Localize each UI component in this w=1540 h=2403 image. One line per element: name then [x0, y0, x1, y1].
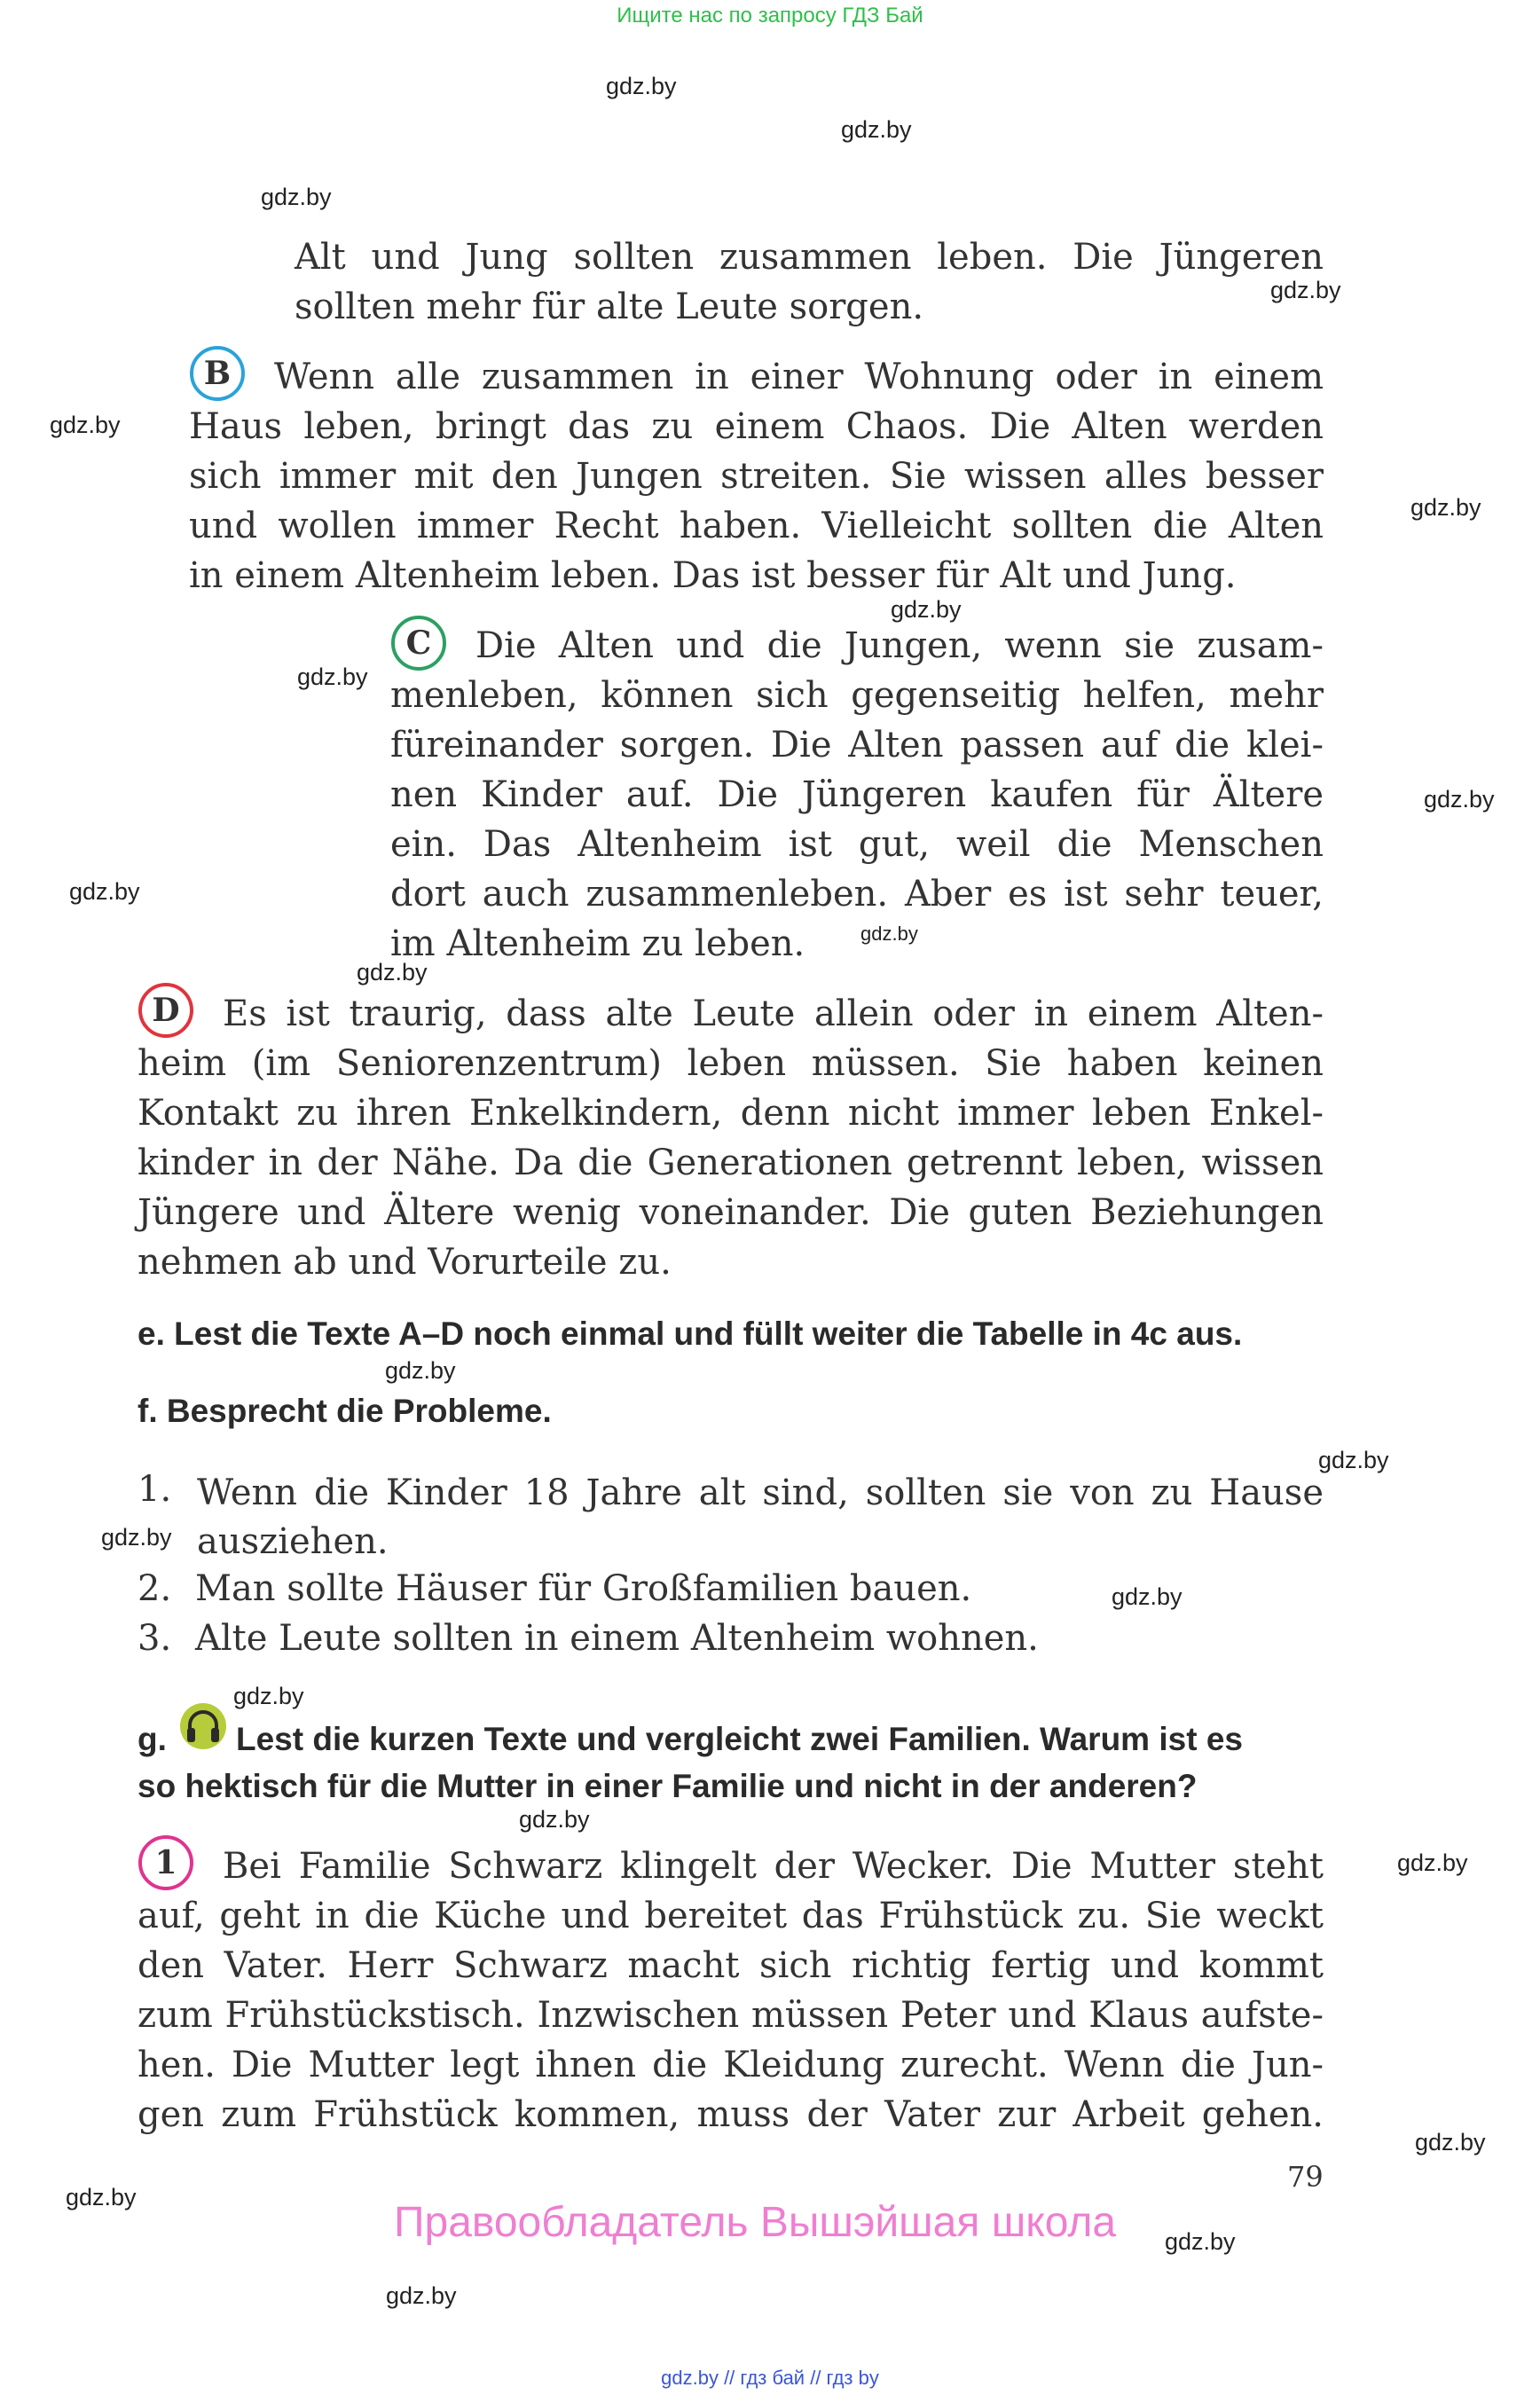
- text-line: nehmen ab und Vorurteile zu.: [138, 1242, 672, 1283]
- watermark: gdz.by: [101, 1524, 172, 1551]
- watermark: gdz.by: [66, 2184, 137, 2211]
- text-line: und wollen immer Recht haben. Vielleicht sollten die Alten: [189, 506, 1324, 546]
- text-line: im Altenheim zu leben.: [390, 923, 805, 964]
- text-a-end: [295, 232, 1324, 332]
- text-line: den Vater. Herr Schwarz macht sich richtig fertig und kommt: [138, 1945, 1324, 1986]
- text-line: Haus leben, bringt das zu einem Chaos. Die Alten werden: [189, 406, 1324, 447]
- top-banner[interactable]: Ищите нас по запросу ГДЗ Бай: [617, 4, 923, 27]
- task-g-line1: Lest die kurzen Texte und vergleicht zwei Familien. Warum ist es: [236, 1721, 1243, 1757]
- text-line: ein. Das Altenheim ist gut, weil die Menschen: [390, 824, 1324, 865]
- headphones-icon: [179, 1701, 227, 1751]
- watermark: gdz.by: [50, 412, 121, 438]
- task-e: e. Lest die Texte A–D noch einmal und füllt weiter die Tabelle in 4c aus.: [138, 1315, 1243, 1352]
- watermark: gdz.by: [385, 1357, 456, 1384]
- problem-1: [197, 1469, 1324, 1567]
- watermark: gdz.by: [1424, 786, 1495, 813]
- watermark: gdz.by: [1397, 1849, 1468, 1876]
- watermark: gdz.by: [841, 116, 912, 143]
- watermark: gdz.by: [357, 959, 428, 986]
- text-d-badge: D: [138, 983, 193, 1038]
- text-line: in einem Altenheim leben. Das ist besser für Alt und Jung.: [189, 555, 1237, 596]
- watermark: gdz.by: [233, 1683, 304, 1709]
- watermark: gdz.by: [1165, 2228, 1236, 2255]
- copyright-notice: Правообладатель Вышэйшая школа: [394, 2199, 1117, 2246]
- task-g-line2: so hektisch für die Mutter in einer Familie und nicht in der anderen?: [138, 1768, 1198, 1804]
- text-b-badge: B: [190, 346, 245, 401]
- watermark: gdz.by: [1112, 1583, 1182, 1610]
- watermark: gdz.by: [1410, 494, 1481, 521]
- problem-number: 1.: [138, 1469, 172, 1510]
- text-line: nen Kinder auf. Die Jüngeren kaufen für Ältere: [390, 774, 1324, 815]
- text-line: heim (im Seniorenzentrum) leben müssen. Sie haben keinen: [138, 1043, 1324, 1084]
- text-line: ausziehen.: [197, 1521, 389, 1562]
- problem-3: Alte Leute sollten in einem Altenheim wohnen.: [195, 1618, 1039, 1659]
- watermark: gdz.by: [891, 596, 962, 623]
- text-line: gen zum Frühstück kommen, muss der Vater zur Arbeit gehen.: [138, 2094, 1324, 2135]
- text-c-badge: C: [391, 616, 446, 671]
- text-line: hen. Die Mutter legt ihnen die Kleidung zurecht. Wenn die Jun-: [138, 2045, 1324, 2085]
- text-line: Es ist traurig, dass alte Leute allein oder in einem Alten-: [223, 993, 1324, 1034]
- text-line: Jüngere und Ältere wenig voneinander. Die guten Beziehungen: [138, 1192, 1324, 1233]
- text-line: Bei Familie Schwarz klingelt der Wecker. Die Mutter steht: [223, 1846, 1324, 1887]
- text-b: [189, 352, 1324, 601]
- page-number: 79: [1287, 2160, 1324, 2194]
- watermark: gdz.by: [386, 2282, 457, 2309]
- text-line: Wenn die Kinder 18 Jahre alt sind, sollten sie von zu Hause: [197, 1472, 1324, 1513]
- text-1: [138, 1842, 1324, 2140]
- watermark: gdz.by: [1415, 2129, 1486, 2156]
- problem-2: Man sollte Häuser für Großfamilien bauen.: [195, 1568, 972, 1609]
- text-line: Alt und Jung sollten zusammen leben. Die Jüngeren: [295, 237, 1324, 278]
- text-line: kinder in der Nähe. Da die Generationen getrennt leben, wissen: [138, 1143, 1324, 1183]
- text-line: zum Frühstückstisch. Inzwischen müssen Peter und Klaus aufste-: [138, 1995, 1324, 2036]
- task-f: f. Besprecht die Probleme.: [138, 1393, 552, 1429]
- watermark: gdz.by: [69, 878, 140, 905]
- task-g-label: g.: [138, 1721, 167, 1757]
- watermark: gdz.by: [1318, 1447, 1389, 1473]
- problem-number: 2.: [138, 1568, 172, 1609]
- text-c: [390, 621, 1324, 969]
- text-line: Die Alten und die Jungen, wenn sie zusam-: [475, 625, 1324, 666]
- watermark: gdz.by: [1270, 277, 1341, 303]
- watermark: gdz.by: [606, 73, 677, 99]
- problem-number: 3.: [138, 1618, 172, 1659]
- text-line: Kontakt zu ihren Enkelkindern, denn nicht immer leben Enkel-: [138, 1093, 1324, 1134]
- text-line: menleben, können sich gegenseitig helfen, mehr: [390, 675, 1324, 716]
- watermark: gdz.by: [519, 1806, 590, 1833]
- text-line: sich immer mit den Jungen streiten. Sie wissen alles besser: [189, 456, 1324, 497]
- text-line: Wenn alle zusammen in einer Wohnung oder in einem: [274, 357, 1324, 397]
- watermark: gdz.by: [297, 664, 368, 690]
- watermark: gdz.by: [860, 923, 918, 945]
- text-d: [138, 989, 1324, 1287]
- text-line: sollten mehr für alte Leute sorgen.: [295, 287, 924, 327]
- text-line: auf, geht in die Küche und bereitet das Frühstück zu. Sie weckt: [138, 1896, 1324, 1936]
- text-1-badge: 1: [138, 1835, 193, 1890]
- footer-links[interactable]: gdz.by // гдз бай // гдз by: [661, 2367, 879, 2389]
- watermark: gdz.by: [261, 184, 332, 210]
- text-line: dort auch zusammenleben. Aber es ist sehr teuer,: [390, 874, 1324, 915]
- text-line: füreinander sorgen. Die Alten passen auf die klei-: [390, 725, 1324, 766]
